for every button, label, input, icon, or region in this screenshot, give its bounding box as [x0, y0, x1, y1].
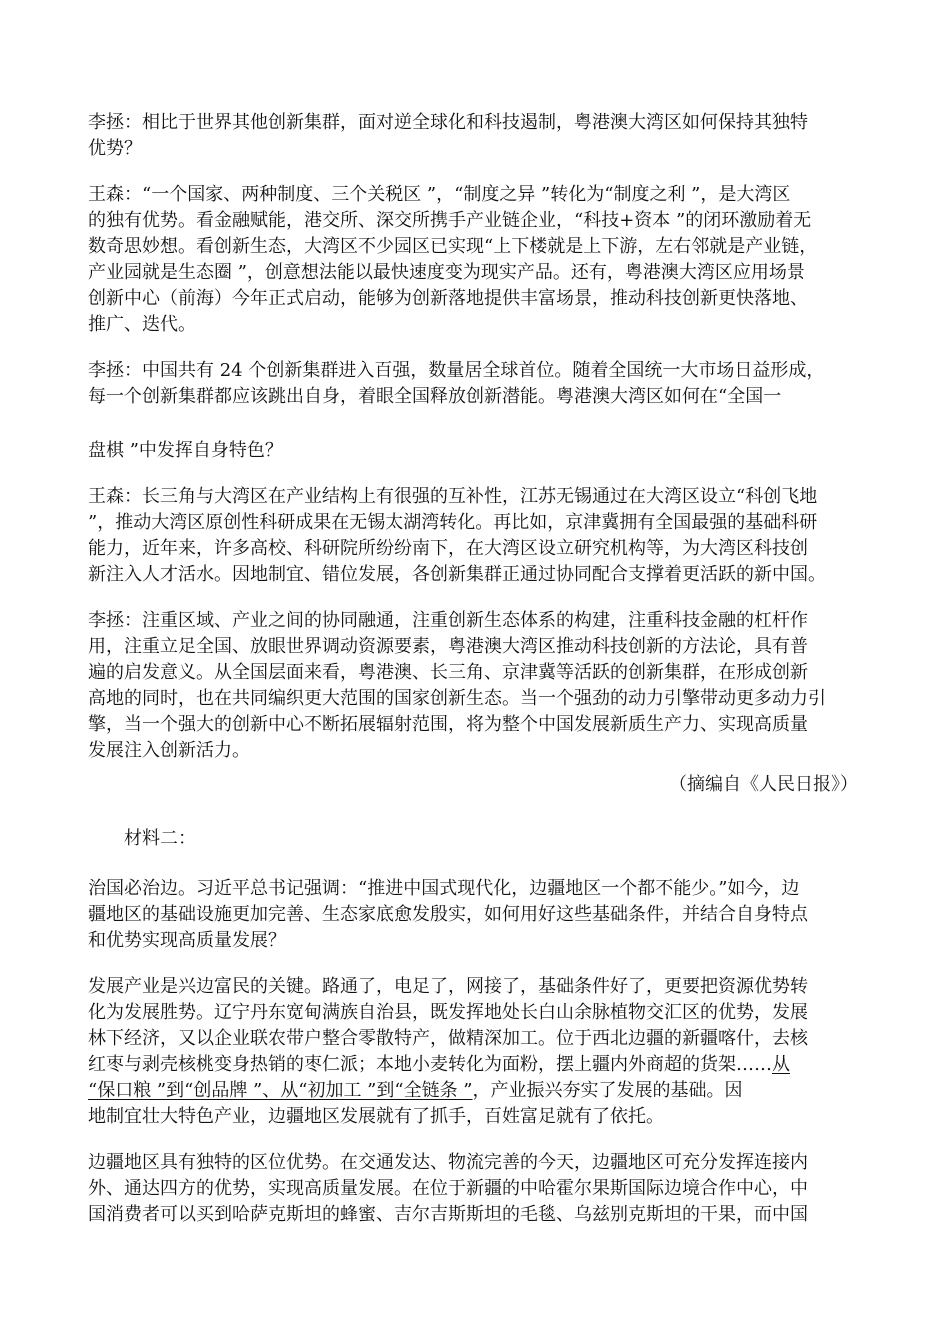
text-line: 王森：“一个国家、两种制度、三个关税区 ”，“制度之异 ”转化为“制度之利 ”，是大湾区: [88, 184, 791, 205]
text-line: 王森：长三角与大湾区在产业结构上有很强的互补性，江苏无锡通过在大湾区设立“科创飞地: [88, 486, 818, 507]
text-line: 边疆地区具有独特的区位优势。在交通发达、物流完善的今天，边疆地区可充分发挥连接内: [88, 1152, 808, 1173]
text-line: 的独有优势。看金融赋能，港交所、深交所携手产业链企业，“科技+资本 ”的闭环激励着无: [88, 210, 812, 231]
text-line: 李拯：注重区域、产业之间的协同融通，注重创新生态体系的构建，注重科技金融的杠杆作: [88, 610, 808, 631]
text-line: 化为发展胜势。辽宁丹东宽甸满族自治县，既发挥地处长白山余脉植物交汇区的优势，发展: [88, 1002, 808, 1023]
text-line: 发展注入创新活力。: [88, 740, 250, 761]
text-line: 外、通达四方的优势，实现高质量发展。在位于新疆的中哈霍尔果斯国际边境合作中心，中: [88, 1178, 808, 1199]
text-line: 每一个创新集群都应该跳出自身，着眼全国释放创新潜能。粤港澳大湾区如何在“全国一: [88, 386, 782, 407]
text-line: 李拯：相比于世界其他创新集群，面对逆全球化和科技遏制，粤港澳大湾区如何保持其独特: [88, 112, 808, 133]
text-line: 林下经济，又以企业联农带户整合零散特产，做精深加工。位于西北边疆的新疆喀什，去核: [88, 1028, 808, 1049]
text-line: 创新中心（前海）今年正式启动，能够为创新落地提供丰富场景，推动科技创新更快落地、: [88, 288, 808, 309]
underlined-text: “保口粮 ”到“创品牌 ”、从“初加工 ”到“全链条 ”: [88, 1080, 473, 1101]
source-citation: （摘编自《人民日报》）: [669, 774, 858, 795]
text-line: 地制宜壮大特色产业，边疆地区发展就有了抓手，百姓富足就有了依托。: [88, 1106, 664, 1127]
paragraph-material2-intro: [88, 876, 864, 954]
underlined-text: 从: [772, 1054, 790, 1075]
text-line: 数奇思妙想。看创新生态，大湾区不少园区已实现“上下楼就是上下游，左右邻就是产业链，: [88, 236, 818, 257]
text-line: 和优势实现高质量发展？: [88, 930, 286, 951]
text-line: 高地的同时，也在共同编织更大范围的国家创新生态。当一个强劲的动力引擎带动更多动力引: [88, 688, 826, 709]
section-heading-material-2: 材料二：: [124, 828, 196, 849]
text-line: 国消费者可以买到哈萨克斯坦的蜂蜜、吉尔吉斯斯坦的毛毯、乌兹别克斯坦的干果，而中国: [88, 1204, 808, 1225]
text-line: 新注入人才活水。因地制宜、错位发展，各创新集群正通过协同配合支撑着更活跃的新中国。: [88, 564, 826, 585]
text-line: 产业园就是生态圈 ”，创意想法能以最快速度变为现实产品。还有，粤港澳大湾区应用场景: [88, 262, 805, 283]
text-line: 遍的启发意义。从全国层面来看，粤港澳、长三角、京津冀等活跃的创新集群，在形成创新: [88, 662, 808, 683]
paragraph-wang-answer-2: [88, 484, 864, 588]
paragraph-li-question-2-continued: [88, 438, 864, 464]
text-line: 治国必治边。习近平总书记强调：“推进中国式现代化，边疆地区一个都不能少。”如今，边: [88, 878, 800, 899]
text-line: [88, 1052, 864, 1078]
text-line: 推广、迭代。: [88, 314, 196, 335]
paragraph-wang-answer-1: [88, 182, 864, 338]
paragraph-li-summary: [88, 608, 864, 764]
text-line: 优势？: [88, 138, 142, 159]
text-line: 盘棋 ”中发挥自身特色？: [88, 440, 283, 461]
paragraph-li-question-1: [88, 110, 864, 162]
text-line: 李拯：中国共有 24 个创新集群进入百强，数量居全球首位。随着全国统一大市场日益形成，: [88, 360, 825, 381]
text-line: 能力，近年来，许多高校、科研院所纷纷南下，在大湾区设立研究机构等，为大湾区科技创: [88, 538, 808, 559]
document-page: [88, 110, 864, 1248]
text-segment: 红枣与剥壳核桃变身热销的枣仁派；本地小麦转化为面粉，摆上疆内外商超的货架……: [88, 1054, 772, 1075]
paragraph-location-advantage: [88, 1150, 864, 1228]
text-line: 疆地区的基础设施更加完善、生态家底愈发殷实，如何用好这些基础条件，并结合自身特点: [88, 904, 808, 925]
text-line: 用，注重立足全国、放眼世界调动资源要素，粤港澳大湾区推动科技创新的方法论，具有普: [88, 636, 808, 657]
text-line: [88, 1078, 864, 1104]
text-line: ”，推动大湾区原创性科研成果在无锡太湖湾转化。再比如，京津冀拥有全国最强的基础科研: [88, 512, 818, 533]
text-line: 发展产业是兴边富民的关键。路通了，电足了，网接了，基础条件好了，更要把资源优势转: [88, 976, 808, 997]
paragraph-li-question-2: [88, 358, 864, 410]
text-line: 擎，当一个强大的创新中心不断拓展辐射范围，将为整个中国发展新质生产力、实现高质量: [88, 714, 808, 735]
text-segment: ，产业振兴夯实了发展的基础。因: [472, 1080, 743, 1101]
paragraph-industry-development: [88, 974, 864, 1130]
